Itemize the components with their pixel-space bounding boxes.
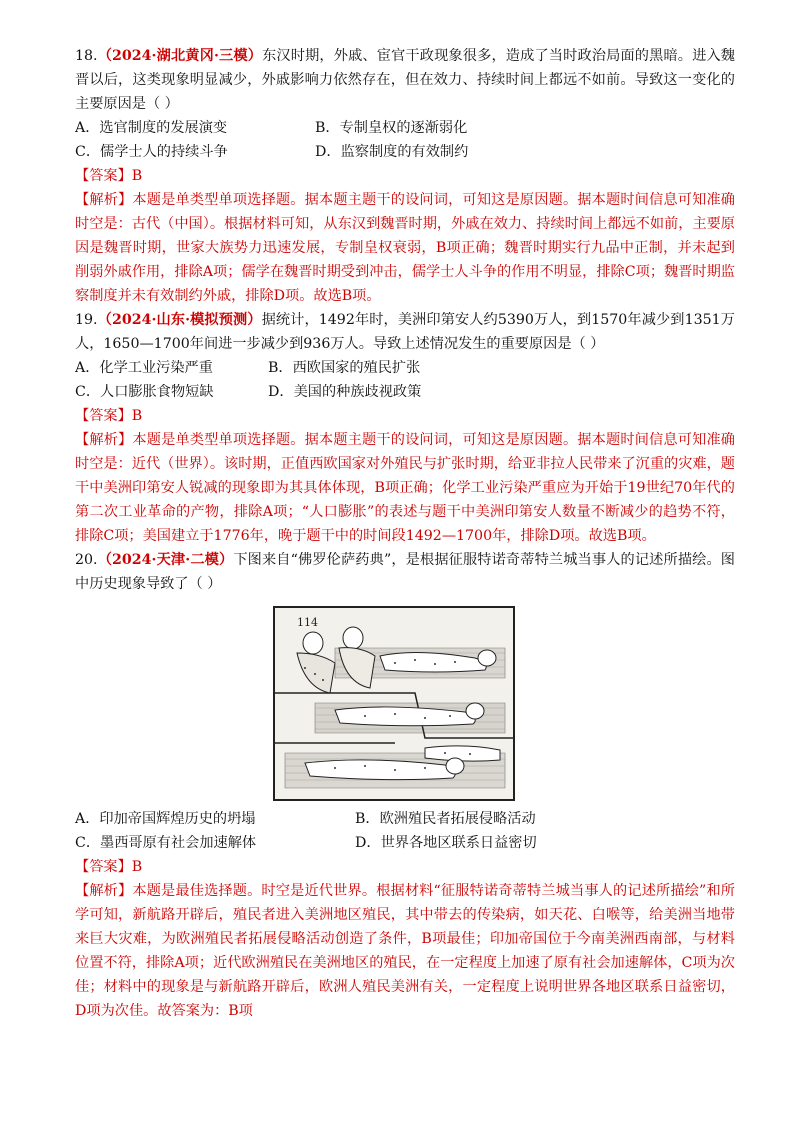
option-b[interactable]: B．专制皇权的逐渐弱化 bbox=[315, 120, 468, 136]
question-source: （2024·湖北黄冈·三模） bbox=[97, 48, 263, 64]
option-a[interactable]: A．化学工业污染严重 bbox=[75, 360, 213, 376]
option-c[interactable]: C．人口膨胀食物短缺 bbox=[75, 384, 214, 400]
question-18-options bbox=[75, 116, 735, 164]
question-19-answer: 【答案】B bbox=[75, 408, 143, 424]
question-19-options bbox=[75, 356, 735, 404]
option-d[interactable]: D．监察制度的有效制约 bbox=[315, 144, 469, 160]
smallpox-victims-woodcut bbox=[275, 608, 513, 799]
figure-number: 114 bbox=[297, 616, 318, 629]
question-20-options bbox=[75, 807, 735, 855]
florentine-codex-illustration bbox=[273, 606, 515, 801]
option-c[interactable]: C．墨西哥原有社会加速解体 bbox=[75, 835, 257, 851]
option-a[interactable]: A．选官制度的发展演变 bbox=[75, 120, 228, 136]
option-c[interactable]: C．儒学士人的持续斗争 bbox=[75, 144, 228, 160]
option-a[interactable]: A．印加帝国辉煌历史的坍塌 bbox=[75, 811, 256, 827]
document-page bbox=[75, 44, 735, 1023]
option-d[interactable]: D．美国的种族歧视政策 bbox=[268, 384, 422, 400]
question-18-stem: 18.（2024·湖北黄冈·三模）东汉时期，外戚、宦官干政现象很多，造成了当时政治局面的黑暗。进入魏晋以后，这类现象明显减少，外戚影响力依然存在，但在效力、持续时间上都远不如前。导致这一变化的主要原因是（ ） bbox=[75, 48, 735, 112]
question-source: （2024·山东·模拟预测） bbox=[97, 312, 262, 328]
question-20-stem: 20.（2024·天津·二模）下图来自“佛罗伦萨药典”，是根据征服特诺奇蒂特兰城当事人的记述所描绘。图中历史现象导致了（ ） bbox=[75, 552, 735, 592]
option-b[interactable]: B．欧洲殖民者拓展侵略活动 bbox=[355, 811, 536, 827]
question-19-analysis: 【解析】本题是单类型单项选择题。据本题主题干的设问词，可知这是原因题。据本题时间信息可知准确时空是：近代（世界）。该时期，正值西欧国家对外殖民与扩张时期，给亚非拉人民带来了沉重的灾难，题干中美洲印第安人锐减的现象即为其具体体现，B项正确；化学工业污染严重应为开始于19世纪70年代的第二次工业革命的产物，排除A项；“人口膨胀”的表述与题干中美洲印第安人数量不断减少的趋势不符，排除C项；美国建立于1776年，晚于题干中的时间段1492—1700年，排除D项。故选B项。 bbox=[75, 432, 735, 544]
question-18-analysis: 【解析】本题是单类型单项选择题。据本题主题干的设问词，可知这是原因题。据本题时间信息可知准确时空是：古代（中国）。根据材料可知，从东汉到魏晋时期，外戚在效力、持续时间上都远不如前，主要原因是魏晋时期，世家大族势力迅速发展，专制皇权衰弱，B项正确；魏晋时期实行九品中正制，并未起到削弱外戚作用，排除A项；儒学在魏晋时期受到冲击，儒学士人斗争的作用不明显，排除C项；魏晋时期监察制度并未有效制约外戚，排除D项。故选B项。 bbox=[75, 192, 735, 304]
question-source: （2024·天津·二模） bbox=[97, 552, 234, 568]
question-20-analysis: 【解析】本题是最佳选择题。时空是近代世界。根据材料“征服特诺奇蒂特兰城当事人的记述所描绘”和所学可知，新航路开辟后，殖民者进入美洲地区殖民，其中带去的传染病，如天花、白喉等，给美洲当地带来巨大灾难，为欧洲殖民者拓展侵略活动创造了条件，B项最佳；印加帝国位于今南美洲西南部，与材料位置不符，排除A项；近代欧洲殖民在美洲地区的殖民，在一定程度上加速了原有社会加速解体，C项为次佳；材料中的现象是与新航路开辟后，欧洲人殖民美洲有关，一定程度上说明世界各地区联系日益密切，D项为次佳。故答案为：B项 bbox=[75, 883, 735, 1019]
question-20-answer: 【答案】B bbox=[75, 859, 143, 875]
option-d[interactable]: D．世界各地区联系日益密切 bbox=[355, 835, 537, 851]
question-18-answer: 【答案】B bbox=[75, 168, 143, 184]
question-19-stem: 19.（2024·山东·模拟预测）据统计，1492年时，美洲印第安人约5390万人，到1570年减少到1351万人，1650—1700年间进一步减少到936万人。导致上述情况发生的重要原因是（ ） bbox=[75, 312, 735, 352]
option-b[interactable]: B．西欧国家的殖民扩张 bbox=[268, 360, 421, 376]
